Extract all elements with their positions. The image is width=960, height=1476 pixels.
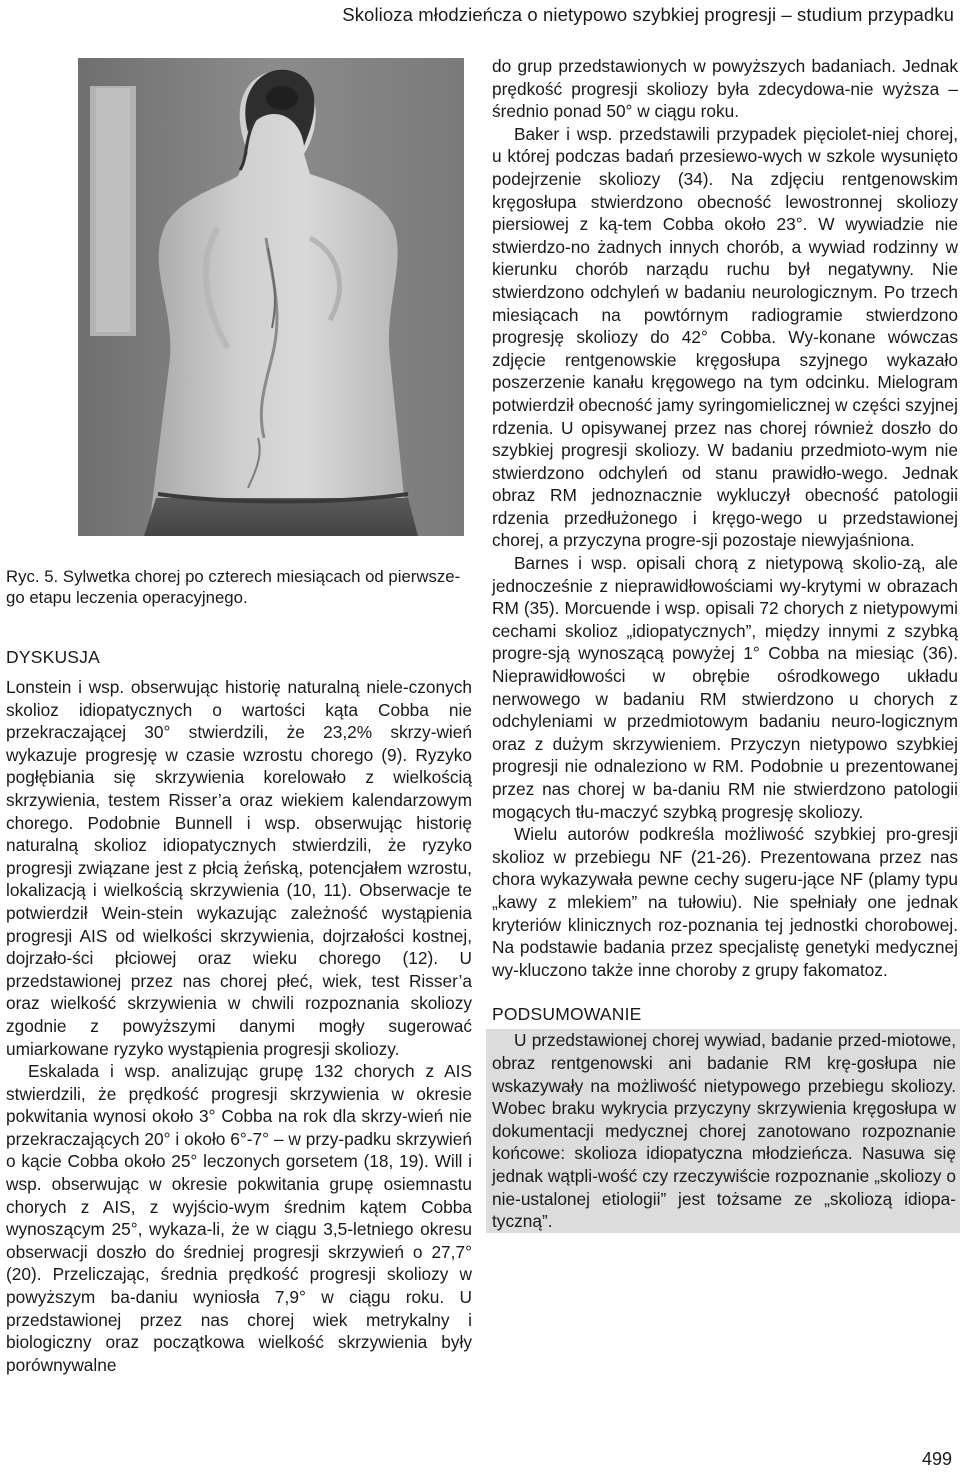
summary-paragraph: U przedstawionej chorej wywiad, badanie przed-miotowe, obraz rentgenowski ani badanie RM krę-gosłupa nie wskazywały na możliwość nietypowego przebiegu skoliozy. Wobec braku wykrycia przyczyny skrzywienia kręgosłupa w dokumentacji medycznej chorej zanotowano rozpoznanie końcowe: skolioza idiopatyczna młodzieńcza. Nasuwa się jednak wątpli-wość czy rzeczywiście rozpoznanie „skoliozy o nie-ustalonej etiologii” jest tożsame ze „skoliozą idiopa-tyczną”.	[492, 1030, 956, 1232]
discussion-paragraph-2: Eskalada i wsp. analizując grupę 132 chorych z AIS stwierdzili, że prędkość progresji skrzywienia w okresie pokwitania wynosi około 3° Cobba na rok dla skrzy-wień nie przekraczających 20° i około 6°-7° – w przy-padku skrzywień o kącie Cobba około 25° leczonych gorsetem (18, 19). Will i wsp. obserwując w okresie pokwitania grupę osiemnastu chorych z AIS, z wyjścio-wym średnim kątem Cobba wynoszącym 25°, wykaza-li, że w ciągu 3,5-letniego okresu obserwacji doszło do średniej progresji skrzywień o 27,7° (20). Przeliczając, średnia prędkość progresji skoliozy w powyższym ba-daniu wyniosła 7,9° w ciągu roku. U przedstawionej przez nas chorej wiek metrykalny i biologiczny oraz początkowa wielkość skrzywienia były porównywalne	[6, 1061, 472, 1375]
discussion-paragraph-4: Baker i wsp. przedstawili przypadek pięciolet-niej chorej, u której podczas badań przesiewo-wych w szkole wysunięto podejrzenie skoliozy (34). Na zdjęciu rentgenowskim kręgosłupa stwierdzono obecność lewostronnej skoliozy piersiowej z ką-tem Cobba około 23°. W wywiadzie nie stwierdzo-no żadnych innych chorób, a wywiad rodzinny w kierunku chorób narządu ruchu był negatywny. Nie stwierdzono odchyleń w badaniu neurologicznym. Po trzech miesiącach na powtórnym radiogramie stwierdzono progresję skoliozy do 42° Cobba. Wy-konane wówczas zdjęcie rentgenowskie kręgosłupa szyjnego wykazało poszerzenie kanału kręgowego na tym odcinku. Mielogram potwierdził obecność jamy syringomielicznej w części szyjnej rdzenia. U opisywanej przez nas chorej również doszło do szybkiej progresji skoliozy. W badaniu przedmioto-wym nie stwierdzono odchyleń od stanu prawidło-wego. Jednak obraz RM jednoznacznie wykluczył obecność patologii rdzenia przedłużonego i kręgo-wego u przedstawionej chorej, a przyczyna progre-sji pozostaje niewyjaśniona.	[492, 123, 958, 551]
left-column	[6, 676, 472, 1376]
discussion-heading: DYSKUSJA	[6, 647, 100, 667]
discussion-paragraph-1: Lonstein i wsp. obserwując historię naturalną niele-czonych skolioz idiopatycznych o wartości kąta Cobba nie przekraczającej 30° stwierdzili, że 23,2% skrzy-wień wykazuje progresję w czasie wzrostu chorego (9). Ryzyko pogłębiania się skrzywienia korelowało z wielkością skrzywienia, testem Risser’a oraz wiekiem kalendarzowym chorego. Podobnie Bunnell i wsp. obserwując historię naturalną skolioz idiopatycznych stwierdzili, że ryzyko progresji związane jest z płcią żeńską, potencjałem wzrostu, lokalizacją i wielkością skrzywienia (10, 11). Obserwacje te potwierdził Wein-stein wykazując zależność wystąpienia progresji AIS od wielkości skrzywienia, dojrzałości kostnej, dojrzało-ści płciowej oraz wieku chorego (12). U przedstawionej przez nas chorej płeć, wiek, test Risser’a oraz wielkość skrzywienia w chwili rozpoznania skoliozy zgodnie z powyższymi danymi mogły sugerować umiarkowane ryzyko wystąpienia progresji skoliozy.	[6, 677, 472, 1059]
summary-heading: PODSUMOWANIE	[492, 1004, 642, 1025]
discussion-paragraph-5: Barnes i wsp. opisali chorą z nietypową skolio-zą, ale jednocześnie z nieprawidłowościami wy-krytymi w obrazach RM (35). Morcuende i wsp. opisali 72 chorych z nietypowymi cechami skolioz „idiopatycznych”, między innymi z szybką progre-sją wynoszącą powyżej 1° Cobba na miesiąc (36). Nieprawidłowości w obrębie ośrodkowego układu nerwowego w badaniu RM stwierdzono u chorych z odchyleniami w przedmiotowym badaniu neuro-logicznym oraz z dużym skrzywieniem. Przyczyn nietypowo szybkiej progresji nie odnaleziono w RM. Podobnie u prezentowanej przez nas chorej w ba-daniu RM nie stwierdzono patologii mogących tłu-maczyć szybką progresję skoliozy.	[492, 553, 958, 822]
figure-caption: Ryc. 5. Sylwetka chorej po czterech miesiącach od pierwsze-go etapu leczenia operacyjnego.	[6, 567, 461, 607]
summary-box	[486, 1029, 960, 1232]
discussion-paragraph-3: do grup przedstawionych w powyższych badaniach. Jednak prędkość progresji skoliozy była zdecydowa-nie wyższa – średnio ponad 50° w ciągu roku.	[492, 56, 958, 122]
discussion-paragraph-6: Wielu autorów podkreśla możliwość szybkiej pro-gresji skolioz w przebiegu NF (21-26). Prezentowana przez nas chora wykazywała pewne cechy sugeru-jące NF (plamy typu „kawy z mlekiem” na tułowiu). Nie spełniały one jednak kryteriów klinicznych roz-poznania tej jednostki chorobowej. Na podstawie badania przez specjalistę genetyki medycznej wy-kluczono także inne choroby z grupy fakomatoz.	[492, 824, 958, 980]
page-number: 499	[921, 1449, 952, 1469]
running-head: Skolioza młodzieńcza o nietypowo szybkiej progresji – studium przypadku	[342, 4, 954, 25]
patient-back-photo-illustration	[78, 58, 464, 536]
patient-back-photo	[78, 58, 464, 536]
right-column	[492, 55, 958, 1233]
